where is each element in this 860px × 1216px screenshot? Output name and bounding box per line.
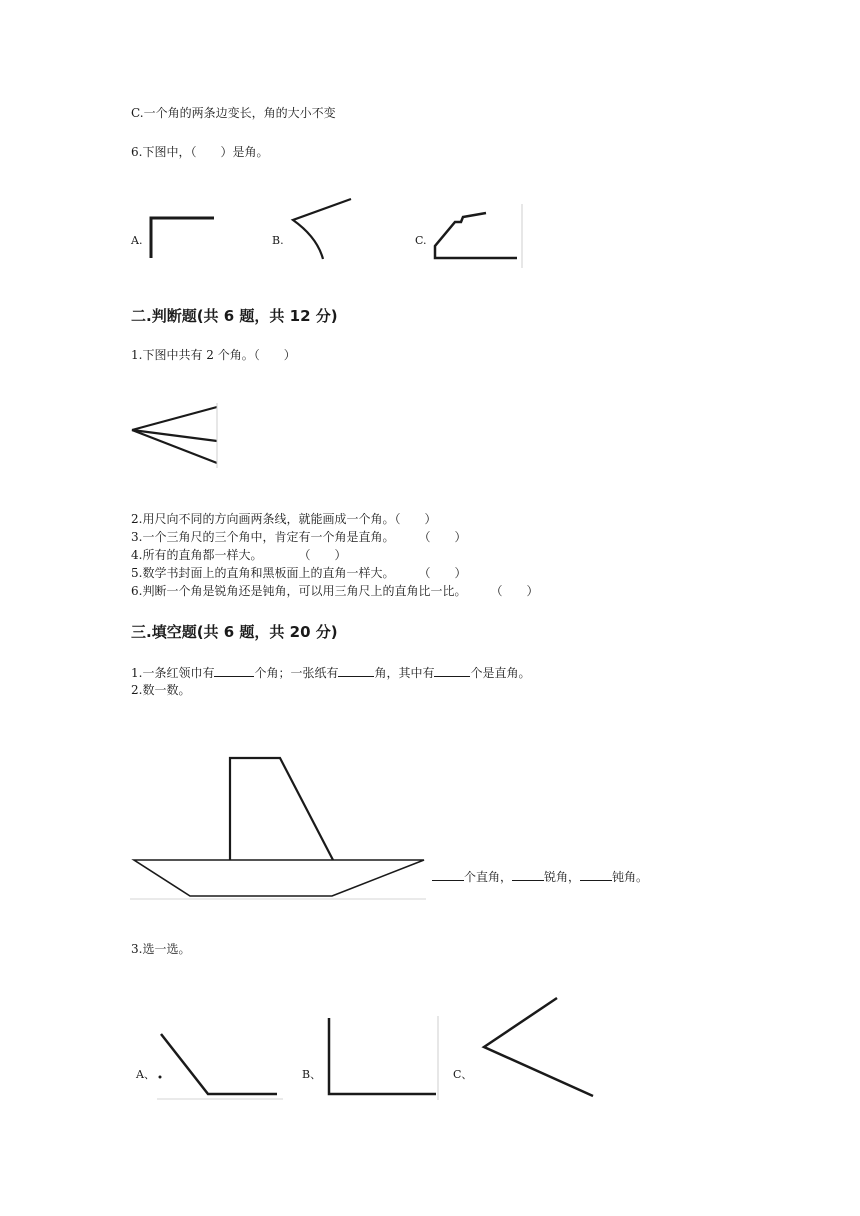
s3-q2-answer-line bbox=[432, 868, 648, 885]
s2-question-4: 4.所有的直角都一样大。 （ ） bbox=[131, 548, 347, 562]
blank-paper-corners[interactable] bbox=[338, 664, 374, 677]
s3-q1-text-a: 1.一条红领巾有 bbox=[131, 666, 215, 680]
boat-figure bbox=[128, 750, 428, 902]
s2-question-3: 3.一个三角尺的三个角中，肯定有一个角是直角。 （ ） bbox=[131, 530, 467, 544]
blank-obtuse-count[interactable] bbox=[580, 868, 612, 881]
s2-question-5: 5.数学书封面上的直角和黑板面上的直角一样大。 （ ） bbox=[131, 566, 467, 580]
s2-question-2: 2.用尺向不同的方向画两条线，就能画成一个角。（ ） bbox=[131, 512, 437, 526]
q6-figure-b bbox=[285, 195, 360, 265]
q6-figure-a bbox=[140, 205, 220, 265]
s2-q1-angle-figure bbox=[128, 400, 223, 472]
s2-question-6: 6.判断一个角是锐角还是钝角，可以用三角尺上的直角比一比。 （ ） bbox=[131, 584, 539, 598]
s3-q3-option-b-label: B、 bbox=[302, 1068, 322, 1081]
s3-q3-figure-a bbox=[155, 1030, 285, 1102]
section-2-title: 二.判断题(共 6 题，共 12 分) bbox=[131, 307, 338, 325]
s3-q2-acute-label: 锐角， bbox=[544, 870, 581, 884]
s3-q1-text-d: 个是直角。 bbox=[470, 666, 531, 680]
blank-scarf-corners[interactable] bbox=[214, 664, 254, 677]
blank-acute-count[interactable] bbox=[512, 868, 544, 881]
q6-figure-c bbox=[428, 200, 528, 272]
s2-question-1: 1.下图中共有 2 个角。（ ） bbox=[131, 348, 296, 362]
blank-right-angles[interactable] bbox=[434, 664, 470, 677]
s3-question-1 bbox=[131, 664, 531, 681]
s3-q3-option-a-label: A、 bbox=[136, 1068, 155, 1081]
s3-q3-figure-c bbox=[478, 992, 603, 1104]
option-c-text: C.一个角的两条边变长，角的大小不变 bbox=[131, 106, 336, 120]
section-3-title: 三.填空题(共 6 题，共 20 分) bbox=[131, 623, 338, 641]
s3-q3-option-c-label: C、 bbox=[453, 1068, 473, 1081]
s3-q1-text-b: 个角；一张纸有 bbox=[254, 666, 339, 680]
question-6: 6.下图中，（ ）是角。 bbox=[131, 145, 269, 159]
s3-question-3: 3.选一选。 bbox=[131, 942, 191, 956]
q6-option-c-label: C. bbox=[415, 234, 427, 247]
s3-q2-obtuse-label: 钝角。 bbox=[612, 870, 649, 884]
blank-right-angle-count[interactable] bbox=[432, 868, 464, 881]
s3-q3-figure-b bbox=[322, 1014, 442, 1102]
s3-q2-right-label: 个直角， bbox=[464, 870, 513, 884]
s3-question-2: 2.数一数。 bbox=[131, 683, 191, 697]
q6-option-a-label: A. bbox=[131, 234, 143, 247]
q6-option-b-label: B. bbox=[272, 234, 284, 247]
s3-q1-text-c: 角，其中有 bbox=[374, 666, 435, 680]
